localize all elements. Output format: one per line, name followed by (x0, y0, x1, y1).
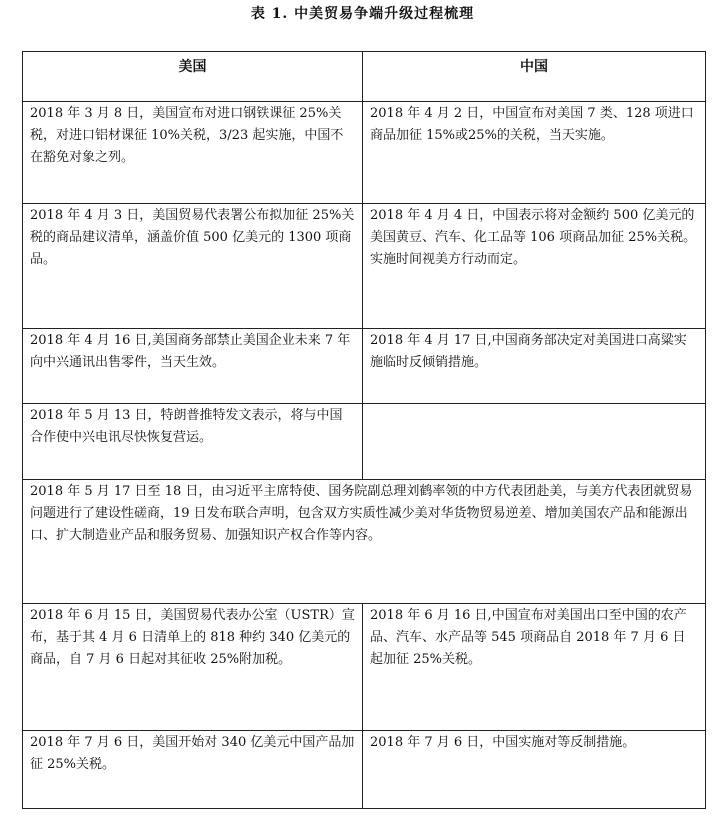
cell-usa: 2018 年 4 月 16 日,美国商务部禁止美国企业未来 7 年向中兴通讯出售零件，当天生效。 (23, 329, 363, 404)
trade-dispute-table (22, 51, 706, 809)
cell-usa: 2018 年 7 月 6 日，美国开始对 340 亿美元中国产品加征 25%关税。 (23, 731, 363, 809)
table-caption: 表 1. 中美贸易争端升级过程梳理 (250, 6, 475, 22)
table-row (23, 204, 706, 329)
cell-china: 2018 年 4 月 2 日，中国宣布对美国 7 类、128 项进口商品加征 15%或25%的关税，当天实施。 (363, 102, 706, 204)
cell-usa: 2018 年 3 月 8 日，美国宣布对进口钢铁课征 25%关税，对进口铝材课征 10%关税，3/23 起实施，中国不在豁免对象之列。 (23, 102, 363, 204)
table-row-merged (23, 480, 706, 604)
header-usa: 美国 (23, 52, 363, 102)
table-row (23, 329, 706, 404)
table-header-row (23, 52, 706, 102)
cell-china: 2018 年 4 月 17 日,中国商务部决定对美国进口高粱实施临时反倾销措施。 (363, 329, 706, 404)
table-row (23, 102, 706, 204)
table-row (23, 604, 706, 731)
table-row (23, 731, 706, 809)
cell-china: 2018 年 7 月 6 日，中国实施对等反制措施。 (363, 731, 706, 809)
cell-usa: 2018 年 6 月 15 日，美国贸易代表办公室（USTR）宣布，基于其 4 月 6 日清单上的 818 种约 340 亿美元的商品，自 7 月 6 日起对其征收 25%附加税。 (23, 604, 363, 731)
header-china: 中国 (363, 52, 706, 102)
cell-china: 2018 年 6 月 16 日,中国宣布对美国出口至中国的农产品、汽车、水产品等 545 项商品自 2018 年 7 月 6 日起加征 25%关税。 (363, 604, 706, 731)
cell-usa: 2018 年 5 月 13 日，特朗普推特发文表示，将与中国合作使中兴电讯尽快恢复营运。 (23, 404, 363, 480)
table-row (23, 404, 706, 480)
cell-china (363, 404, 706, 480)
cell-china: 2018 年 4 月 4 日，中国表示将对金额约 500 亿美元的美国黄豆、汽车、化工品等 106 项商品加征 25%关税。实施时间视美方行动而定。 (363, 204, 706, 329)
cell-merged: 2018 年 5 月 17 日至 18 日，由习近平主席特使、国务院副总理刘鹤率领的中方代表团赴美，与美方代表团就贸易问题进行了建设性磋商，19 日发布联合声明，包含双方实质性减少美对华货物贸易逆差、增加美国农产品和能源出口、扩大制造业产品和服务贸易、加强知识产权合作等内容。 (23, 480, 706, 604)
cell-usa: 2018 年 4 月 3 日，美国贸易代表署公布拟加征 25%关税的商品建议清单，涵盖价值 500 亿美元的 1300 项商品。 (23, 204, 363, 329)
